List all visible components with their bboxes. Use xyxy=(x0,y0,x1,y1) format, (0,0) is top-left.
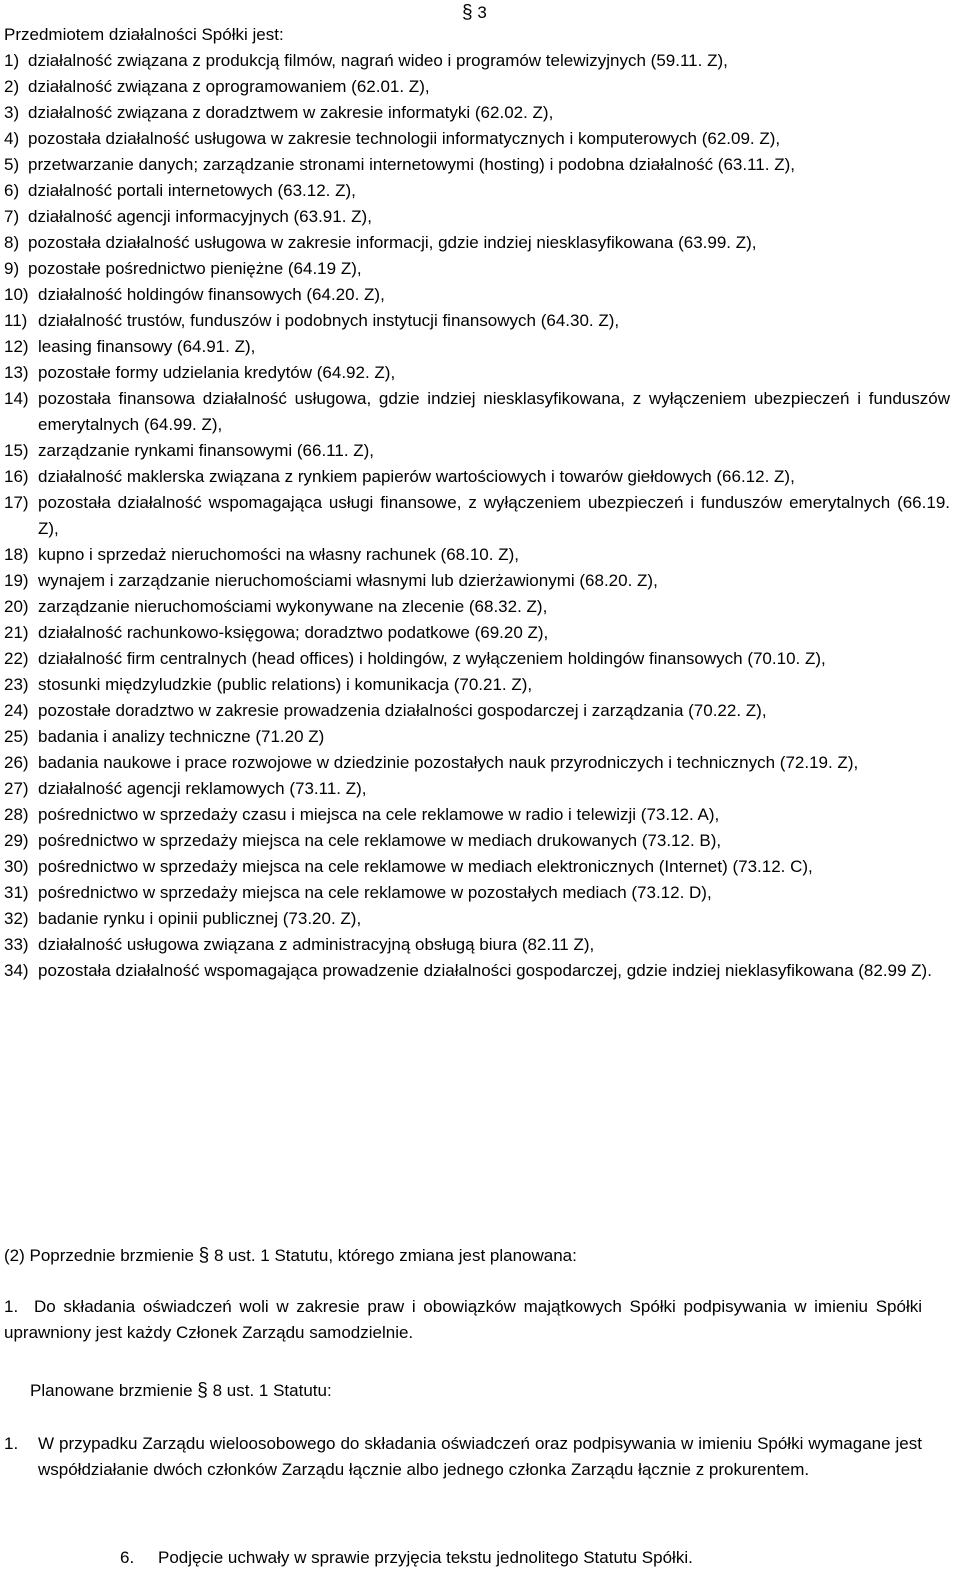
activity-item xyxy=(4,542,950,568)
paragraph-number: 1. xyxy=(4,1434,19,1453)
activity-number: 16) xyxy=(4,467,29,486)
activity-text: działalność rachunkowo-księgowa; doradztwo podatkowe (69.20 Z), xyxy=(38,623,549,642)
activity-item xyxy=(4,204,950,230)
activity-number: 21) xyxy=(4,623,29,642)
activity-item xyxy=(4,958,950,984)
activity-text: badania i analizy techniczne (71.20 Z) xyxy=(38,727,325,746)
activity-text: pośrednictwo w sprzedaży miejsca na cele reklamowe w mediach elektronicznych (Internet) (73.12. C), xyxy=(38,857,813,876)
activity-item xyxy=(4,906,950,932)
activity-text: działalność firm centralnych (head offices) i holdingów, z wyłączeniem holdingów finansowych (70.10. Z), xyxy=(38,649,826,668)
activity-text: działalność usługowa związana z administracyjną obsługą biura (82.11 Z), xyxy=(38,935,595,954)
section-symbol: § xyxy=(198,1245,210,1266)
activity-text: działalność maklerska związana z rynkiem papierów wartościowych i towarów giełdowych (66.12. Z), xyxy=(38,467,795,486)
activity-number: 28) xyxy=(4,805,29,824)
activity-item xyxy=(4,724,950,750)
activity-text: stosunki międzyludzkie (public relations) i komunikacja (70.21. Z), xyxy=(38,675,533,694)
activity-number: 32) xyxy=(4,909,29,928)
activity-number: 6) xyxy=(4,181,20,200)
activity-item xyxy=(4,490,950,542)
activity-number: 20) xyxy=(4,597,29,616)
activity-text: pozostałe formy udzielania kredytów (64.92. Z), xyxy=(38,363,396,382)
activity-number: 30) xyxy=(4,857,29,876)
activity-item xyxy=(4,152,950,178)
activity-text: pozostałe pośrednictwo pieniężne (64.19 Z), xyxy=(28,259,362,278)
activity-number: 19) xyxy=(4,571,29,590)
activity-text: pośrednictwo w sprzedaży miejsca na cele reklamowe w pozostałych mediach (73.12. D), xyxy=(38,883,712,902)
activity-item xyxy=(4,360,950,386)
activity-number: 25) xyxy=(4,727,29,746)
activity-number: 9) xyxy=(4,259,20,278)
activity-number: 22) xyxy=(4,649,29,668)
activity-item xyxy=(4,594,950,620)
activity-text: przetwarzanie danych; zarządzanie stronami internetowymi (hosting) i podobna działalność (63.11. Z), xyxy=(28,155,795,174)
activity-number: 18) xyxy=(4,545,29,564)
planned-text-paragraph xyxy=(4,1431,922,1483)
paragraph-text: Do składania oświadczeń woli w zakresie praw i obowiązków majątkowych Spółki podpisywania w imieniu Spółki uprawniony jest każdy Członek Zarządu samodzielnie. xyxy=(4,1297,922,1342)
activity-number: 14) xyxy=(4,389,29,408)
agenda-item-text: Podjęcie uchwały w sprawie przyjęcia tekstu jednolitego Statutu Spółki. xyxy=(158,1548,693,1567)
activity-text: działalność agencji reklamowych (73.11. Z), xyxy=(38,779,367,798)
activity-text: pośrednictwo w sprzedaży miejsca na cele reklamowe w mediach drukowanych (73.12. B), xyxy=(38,831,722,850)
activity-number: 26) xyxy=(4,753,29,772)
activity-number: 2) xyxy=(4,77,20,96)
activity-item xyxy=(4,438,950,464)
activity-item xyxy=(4,776,950,802)
activity-item xyxy=(4,178,950,204)
activity-item xyxy=(4,308,950,334)
activity-item xyxy=(4,698,950,724)
activity-number: 10) xyxy=(4,285,29,304)
activity-item xyxy=(4,464,950,490)
activity-number: 33) xyxy=(4,935,29,954)
activity-item xyxy=(4,256,950,282)
activity-text: badanie rynku i opinii publicznej (73.20. Z), xyxy=(38,909,362,928)
activity-text: pozostała działalność usługowa w zakresie informacji, gdzie indziej niesklasyfikowana (63.99. Z), xyxy=(28,233,757,252)
agenda-item-number: 6. xyxy=(120,1548,135,1567)
activity-text: badania naukowe i prace rozwojowe w dziedzinie pozostałych nauk przyrodniczych i technicznych (72.19. Z), xyxy=(38,753,859,772)
activity-text: kupno i sprzedaż nieruchomości na własny rachunek (68.10. Z), xyxy=(38,545,519,564)
activity-item xyxy=(4,672,950,698)
section-header xyxy=(462,0,487,26)
planned-lead: Planowane brzmienie xyxy=(30,1381,193,1400)
planned-tail: 8 ust. 1 Statutu: xyxy=(212,1381,332,1400)
section-symbol: § xyxy=(197,1380,208,1401)
activity-number: 23) xyxy=(4,675,29,694)
activity-item xyxy=(4,750,950,776)
activity-item xyxy=(4,282,950,308)
activity-text: pozostała działalność wspomagająca usługi finansowe, z wyłączeniem ubezpieczeń i funduszów emerytalnych (66.19. Z), xyxy=(38,493,950,538)
activity-number: 29) xyxy=(4,831,29,850)
activity-text: pozostała działalność usługowa w zakresie technologii informatycznych i komputerowych (62.09. Z), xyxy=(28,129,781,148)
activity-item xyxy=(4,100,950,126)
activity-item xyxy=(4,620,950,646)
activity-number: 17) xyxy=(4,493,29,512)
activity-item xyxy=(4,230,950,256)
amendment-lead: (2) Poprzednie brzmienie xyxy=(4,1246,194,1265)
intro-line: Przedmiotem działalności Spółki jest: xyxy=(4,25,284,44)
previous-text-paragraph xyxy=(4,1294,922,1346)
activity-list xyxy=(4,48,950,984)
activity-item xyxy=(4,932,950,958)
activity-text: pozostała finansowa działalność usługowa, gdzie indziej niesklasyfikowana, z wyłączeniem ubezpieczeń i funduszów emerytalnych (64.99. Z), xyxy=(38,389,950,434)
activity-text: działalność związana z oprogramowaniem (62.01. Z), xyxy=(28,77,430,96)
activity-number: 4) xyxy=(4,129,20,148)
activity-number: 27) xyxy=(4,779,29,798)
amendment-heading xyxy=(4,1243,577,1269)
activity-number: 3) xyxy=(4,103,20,122)
activity-number: 13) xyxy=(4,363,29,382)
activity-text: działalność holdingów finansowych (64.20. Z), xyxy=(38,285,385,304)
activity-text: pozostałe doradztwo w zakresie prowadzenia działalności gospodarczej i zarządzania (70.22. Z), xyxy=(38,701,767,720)
activity-item xyxy=(4,126,950,152)
activity-number: 31) xyxy=(4,883,29,902)
activity-text: pozostała działalność wspomagająca prowadzenie działalności gospodarczej, gdzie indziej nieklasyfikowana (82.99 Z). xyxy=(38,961,932,980)
activity-item xyxy=(4,828,950,854)
activity-item xyxy=(4,802,950,828)
activity-item xyxy=(4,334,950,360)
activity-number: 8) xyxy=(4,233,20,252)
activity-text: zarządzanie nieruchomościami wykonywane na zlecenie (68.32. Z), xyxy=(38,597,548,616)
amendment-tail: 8 ust. 1 Statutu, którego zmiana jest planowana: xyxy=(213,1246,577,1265)
planned-heading xyxy=(30,1378,332,1404)
paragraph-text: W przypadku Zarządu wieloosobowego do składania oświadczeń oraz podpisywania w imieniu Spółki wymagane jest współdziałanie dwóch członków Zarządu łącznie albo jednego członka Zarządu łącznie z prokurentem. xyxy=(38,1434,922,1479)
activity-text: działalność portali internetowych (63.12. Z), xyxy=(28,181,356,200)
activity-text: zarządzanie rynkami finansowymi (66.11. Z), xyxy=(38,441,375,460)
section-symbol: § xyxy=(462,2,473,23)
activity-number: 7) xyxy=(4,207,20,226)
activity-number: 12) xyxy=(4,337,29,356)
activity-number: 15) xyxy=(4,441,29,460)
activity-item xyxy=(4,646,950,672)
activity-text: działalność trustów, funduszów i podobnych instytucji finansowych (64.30. Z), xyxy=(38,311,620,330)
activity-text: leasing finansowy (64.91. Z), xyxy=(38,337,256,356)
activity-number: 11) xyxy=(4,311,28,330)
activity-text: działalność agencji informacyjnych (63.91. Z), xyxy=(28,207,372,226)
activity-text: pośrednictwo w sprzedaży czasu i miejsca na cele reklamowe w radio i telewizji (73.12. A), xyxy=(38,805,720,824)
section-number: 3 xyxy=(477,3,487,22)
activity-number: 24) xyxy=(4,701,29,720)
agenda-item xyxy=(120,1545,693,1571)
activity-text: wynajem i zarządzanie nieruchomościami własnymi lub dzierżawionymi (68.20. Z), xyxy=(38,571,658,590)
activity-number: 34) xyxy=(4,961,29,980)
activity-text: działalność związana z produkcją filmów, nagrań wideo i programów telewizyjnych (59.11. Z), xyxy=(28,51,728,70)
activity-item xyxy=(4,880,950,906)
activity-item xyxy=(4,854,950,880)
activity-number: 1) xyxy=(4,51,20,70)
paragraph-number: 1. xyxy=(4,1297,19,1316)
activity-item xyxy=(4,568,950,594)
activity-text: działalność związana z doradztwem w zakresie informatyki (62.02. Z), xyxy=(28,103,554,122)
activity-item xyxy=(4,386,950,438)
activity-number: 5) xyxy=(4,155,20,174)
activity-item xyxy=(4,74,950,100)
activity-item xyxy=(4,48,950,74)
